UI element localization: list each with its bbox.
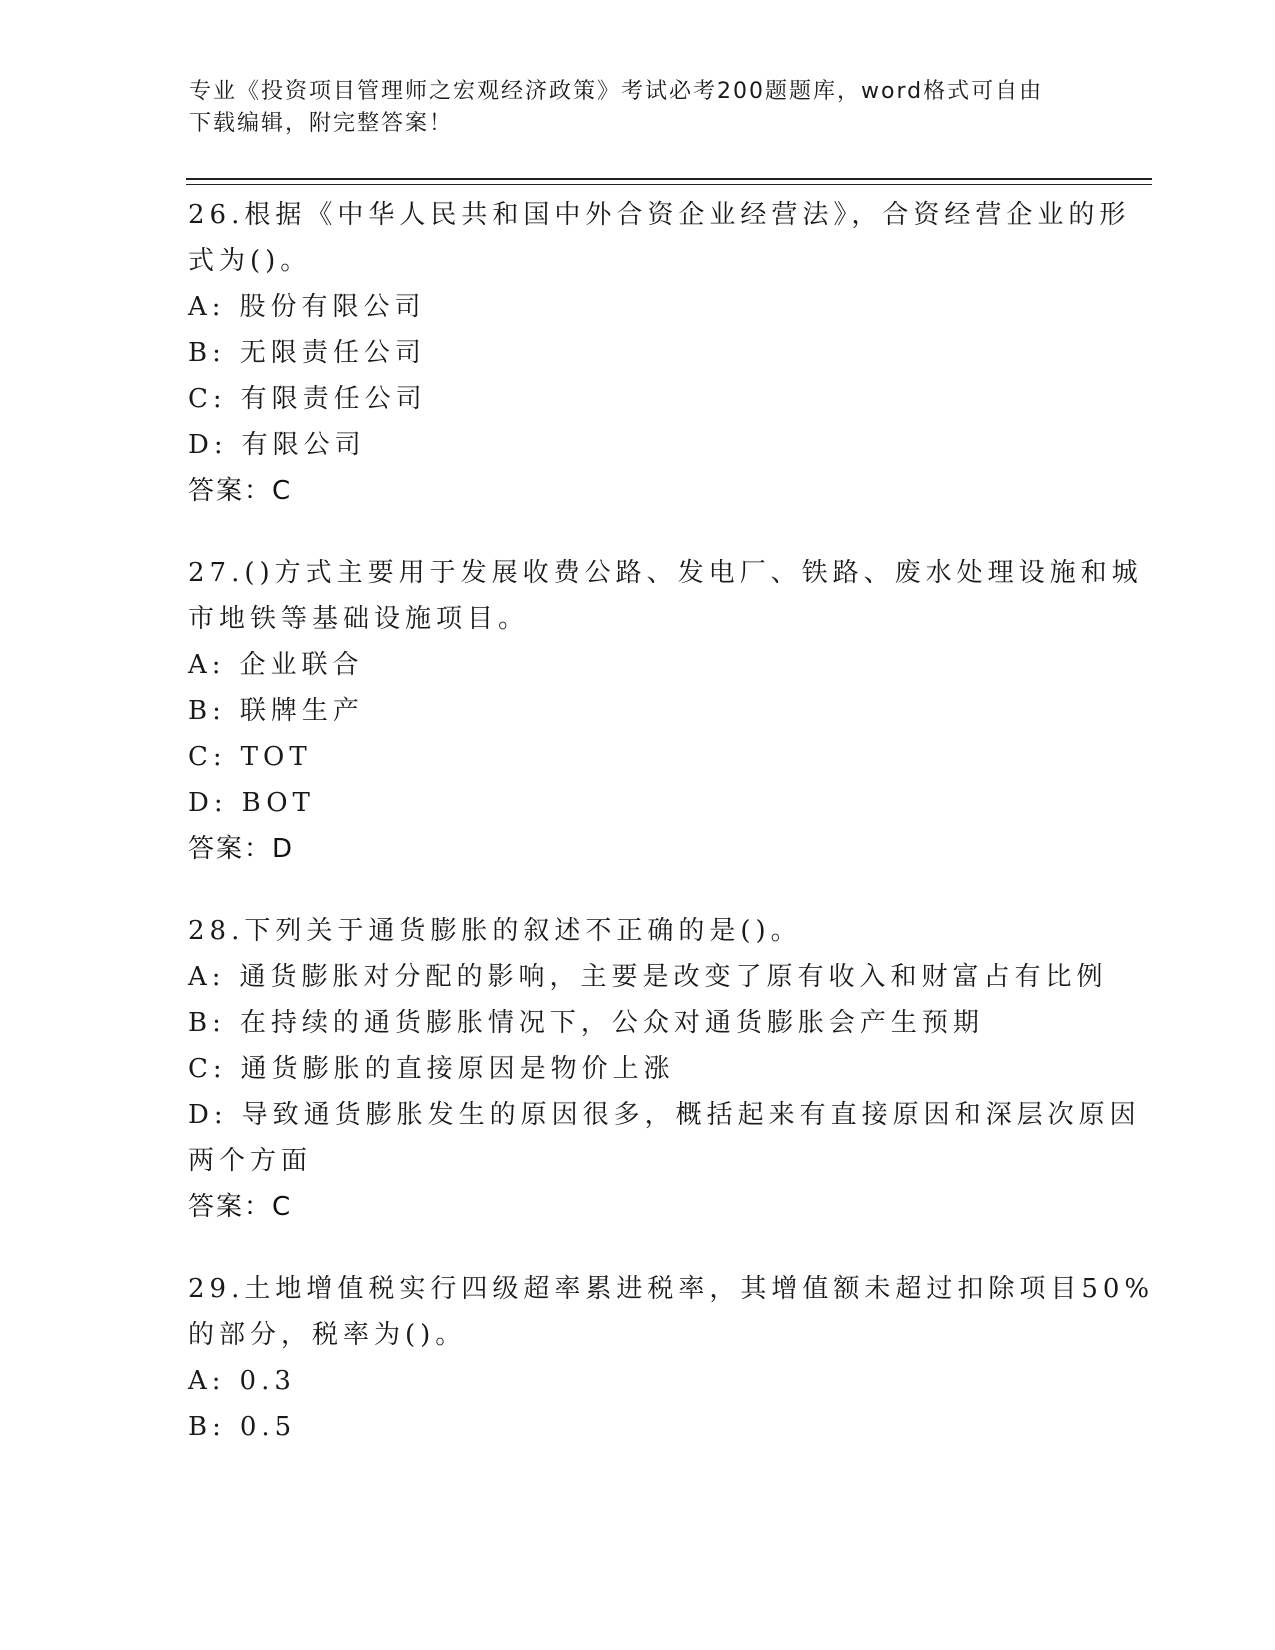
option-text: 在持续的通货膨胀情况下，公众对通货膨胀会产生预期 xyxy=(239,1008,984,1038)
question-stem-line: 28.下列关于通货膨胀的叙述不正确的是()。 xyxy=(188,916,802,946)
option-text: BOT xyxy=(241,788,315,818)
option-d xyxy=(188,422,1148,468)
question-list xyxy=(188,192,1155,1486)
option-b xyxy=(188,330,1148,376)
document-header xyxy=(189,76,1089,140)
answer-line: 答案：C xyxy=(188,1192,293,1222)
option-key: B: xyxy=(188,696,226,726)
option-a xyxy=(188,1358,1148,1404)
question-stem-line: 的部分，税率为()。 xyxy=(188,1320,467,1350)
option-key: A: xyxy=(188,292,226,322)
option-b xyxy=(188,1000,1148,1046)
option-c xyxy=(188,734,1148,780)
option-d xyxy=(188,1092,1148,1138)
option-text: 联牌生产 xyxy=(239,696,364,726)
option-key: C: xyxy=(188,1054,227,1084)
option-text: 导致通货膨胀发生的原因很多，概括起来有直接原因和深层次原因 xyxy=(241,1100,1141,1130)
option-text: 有限责任公司 xyxy=(240,384,427,414)
header-divider-thick xyxy=(186,178,1152,180)
option-key: D: xyxy=(188,430,228,460)
option-key: B: xyxy=(188,1412,226,1442)
option-text: 0.5 xyxy=(239,1412,297,1442)
option-a xyxy=(188,284,1148,330)
option-text: 企业联合 xyxy=(239,650,364,680)
question-stem-line: 市地铁等基础设施项目。 xyxy=(188,604,530,634)
option-b xyxy=(188,688,1148,734)
question-stem-line: 式为()。 xyxy=(188,246,312,276)
header-line-1: 专业《投资项目管理师之宏观经济政策》考试必考200题题库，word格式可自由 xyxy=(189,79,1044,104)
option-text: 有限公司 xyxy=(241,430,366,460)
question-27 xyxy=(188,550,1148,872)
option-b xyxy=(188,1404,1148,1450)
option-key: D: xyxy=(188,788,228,818)
header-line-2: 下载编辑，附完整答案！ xyxy=(189,111,454,136)
option-text: 股份有限公司 xyxy=(239,292,426,322)
option-a xyxy=(188,642,1148,688)
option-key: B: xyxy=(188,338,226,368)
option-text: 通货膨胀的直接原因是物价上涨 xyxy=(240,1054,675,1084)
option-c xyxy=(188,1046,1148,1092)
answer-line: 答案：D xyxy=(188,834,295,864)
option-a xyxy=(188,954,1148,1000)
question-28 xyxy=(188,908,1148,1230)
option-text: TOT xyxy=(240,742,312,772)
question-stem-line: 26.根据《中华人民共和国中外合资企业经营法》，合资经营企业的形 xyxy=(188,200,1131,230)
question-26 xyxy=(188,192,1148,514)
option-key: C: xyxy=(188,384,227,414)
answer-line: 答案：C xyxy=(188,476,293,506)
option-text: 通货膨胀对分配的影响，主要是改变了原有收入和财富占有比例 xyxy=(239,962,1108,992)
option-text: 0.3 xyxy=(239,1366,296,1396)
option-d xyxy=(188,780,1148,826)
option-key: A: xyxy=(188,1366,226,1396)
option-key: B: xyxy=(188,1008,226,1038)
question-stem-line: 29.土地增值税实行四级超率累进税率，其增值额未超过扣除项目50% xyxy=(188,1274,1155,1304)
option-key: A: xyxy=(188,962,226,992)
option-c xyxy=(188,376,1148,422)
header-divider-thin xyxy=(186,184,1152,185)
option-key: D: xyxy=(188,1100,228,1130)
option-key: C: xyxy=(188,742,227,772)
question-29 xyxy=(188,1266,1155,1450)
option-text: 无限责任公司 xyxy=(239,338,426,368)
option-key: A: xyxy=(188,650,226,680)
option-d-continuation: 两个方面 xyxy=(188,1146,313,1176)
question-stem-line: 27.()方式主要用于发展收费公路、发电厂、铁路、废水处理设施和城 xyxy=(188,558,1143,588)
